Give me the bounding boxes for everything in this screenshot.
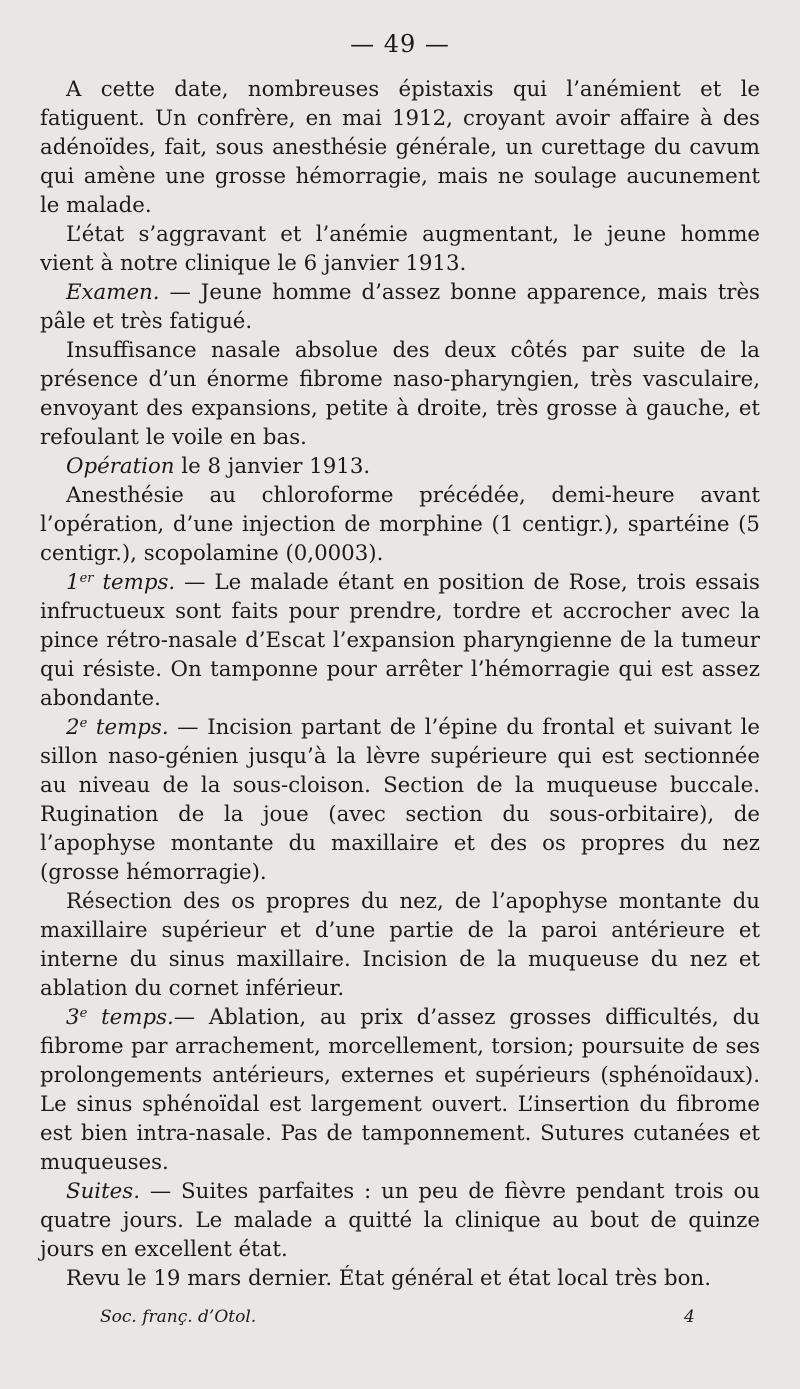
paragraph-lead: Examen. [66,280,160,305]
paragraph-text: A cette date, nombreuses épistaxis qui l’anémient et le fatiguent. Un confrère, en mai 1912, croyant avoir affaire à des adénoïdes, fait, sous anesthésie générale, un curettage du cavum qui amène une grosse hémorragie, mais ne soulage aucunement le malade. [40,77,760,218]
paragraph-superscript: e [79,716,88,731]
footer-journal: Soc. franç. d’Otol. [100,1307,257,1327]
paragraph-text: — Ablation, au prix d’assez grosses difficultés, du fibrome par arrachement, morcellement, torsion; poursuite de ses prolongements antérieurs, externes et supérieurs (sphénoïdaux). Le sinus sphénoïdal est largement ouvert. L’insertion du fibrome est bien intra-nasale. Pas de tamponnement. Sutures cutanées et muqueuses. [40,1005,760,1175]
paragraph-text: Revu le 19 mars dernier. État général et état local très bon. [66,1266,711,1291]
body-text [40,75,760,1293]
paragraph-text: — Incision partant de l’épine du frontal et suivant le sillon naso-génien jusqu’à la lèvre supérieure qui est sectionnée au niveau de la sous-cloison. Section de la muqueuse buccale. Rugination de la joue (avec section du sous-orbitaire), de l’apophyse montante du maxillaire et des os propres du nez (grosse hémorragie). [40,715,760,885]
paragraph-superscript: er [79,571,94,586]
paragraph-operation [40,452,760,481]
paragraph-lead: temps. [87,1005,174,1030]
paragraph-temps-2 [40,713,760,887]
paragraph-1 [40,75,760,220]
paragraph-text: Anesthésie au chloroforme précédée, demi-heure avant l’opération, d’une injection de morphine (1 centigr.), spartéine (5 centigr.), scopolamine (0,0003). [40,483,760,566]
paragraph-text: — Jeune homme d’assez bonne apparence, mais très pâle et très fatigué. [40,280,760,334]
paragraph-text: L’état s’aggravant et l’anémie augmentant, le jeune homme vient à notre clinique le 6 janvier 1913. [40,222,760,276]
paragraph-2 [40,220,760,278]
paragraph-12 [40,1264,760,1293]
paragraph-text: Résection des os propres du nez, de l’apophyse montante du maxillaire supérieur et d’une partie de la paroi antérieure et interne du sinus maxillaire. Incision de la muqueuse du nez et ablation du cornet inférieur. [40,889,760,1001]
paragraph-lead: temps. [93,570,176,595]
paragraph-lead: temps. [87,715,169,740]
paragraph-superscript: e [79,1006,88,1021]
paragraph-number: 1 [66,570,80,595]
paragraph-text: — Suites parfaites : un peu de fièvre pendant trois ou quatre jours. Le malade a quitté la clinique au bout de quinze jours en excellent état. [40,1179,760,1262]
paragraph-examen [40,278,760,336]
paragraph-9 [40,887,760,1003]
page-number: — 49 — [350,30,450,58]
paragraph-4 [40,336,760,452]
paragraph-suites [40,1177,760,1264]
paragraph-lead: Opération [66,454,175,479]
paragraph-lead: Suites. [66,1179,140,1204]
paragraph-temps-1 [40,568,760,713]
footer-signature: 4 [684,1307,695,1327]
paragraph-number: 3 [66,1005,80,1030]
paragraph-text: — Le malade étant en position de Rose, trois essais infructueux sont faits pour prendre, tordre et accrocher avec la pince rétro-nasale d’Escat l’expansion pharyngienne de la tumeur qui résiste. On tamponne pour arrêter l’hémorragie qui est assez abondante. [40,570,760,711]
paragraph-temps-3 [40,1003,760,1177]
paragraph-number: 2 [66,715,80,740]
paragraph-text: le 8 janvier 1913. [174,454,371,479]
paragraph-text: Insuffisance nasale absolue des deux côtés par suite de la présence d’un énorme fibrome naso-pharyngien, très vasculaire, envoyant des expansions, petite à droite, très grosse à gauche, et refoulant le voile en bas. [40,338,760,450]
paragraph-6 [40,481,760,568]
